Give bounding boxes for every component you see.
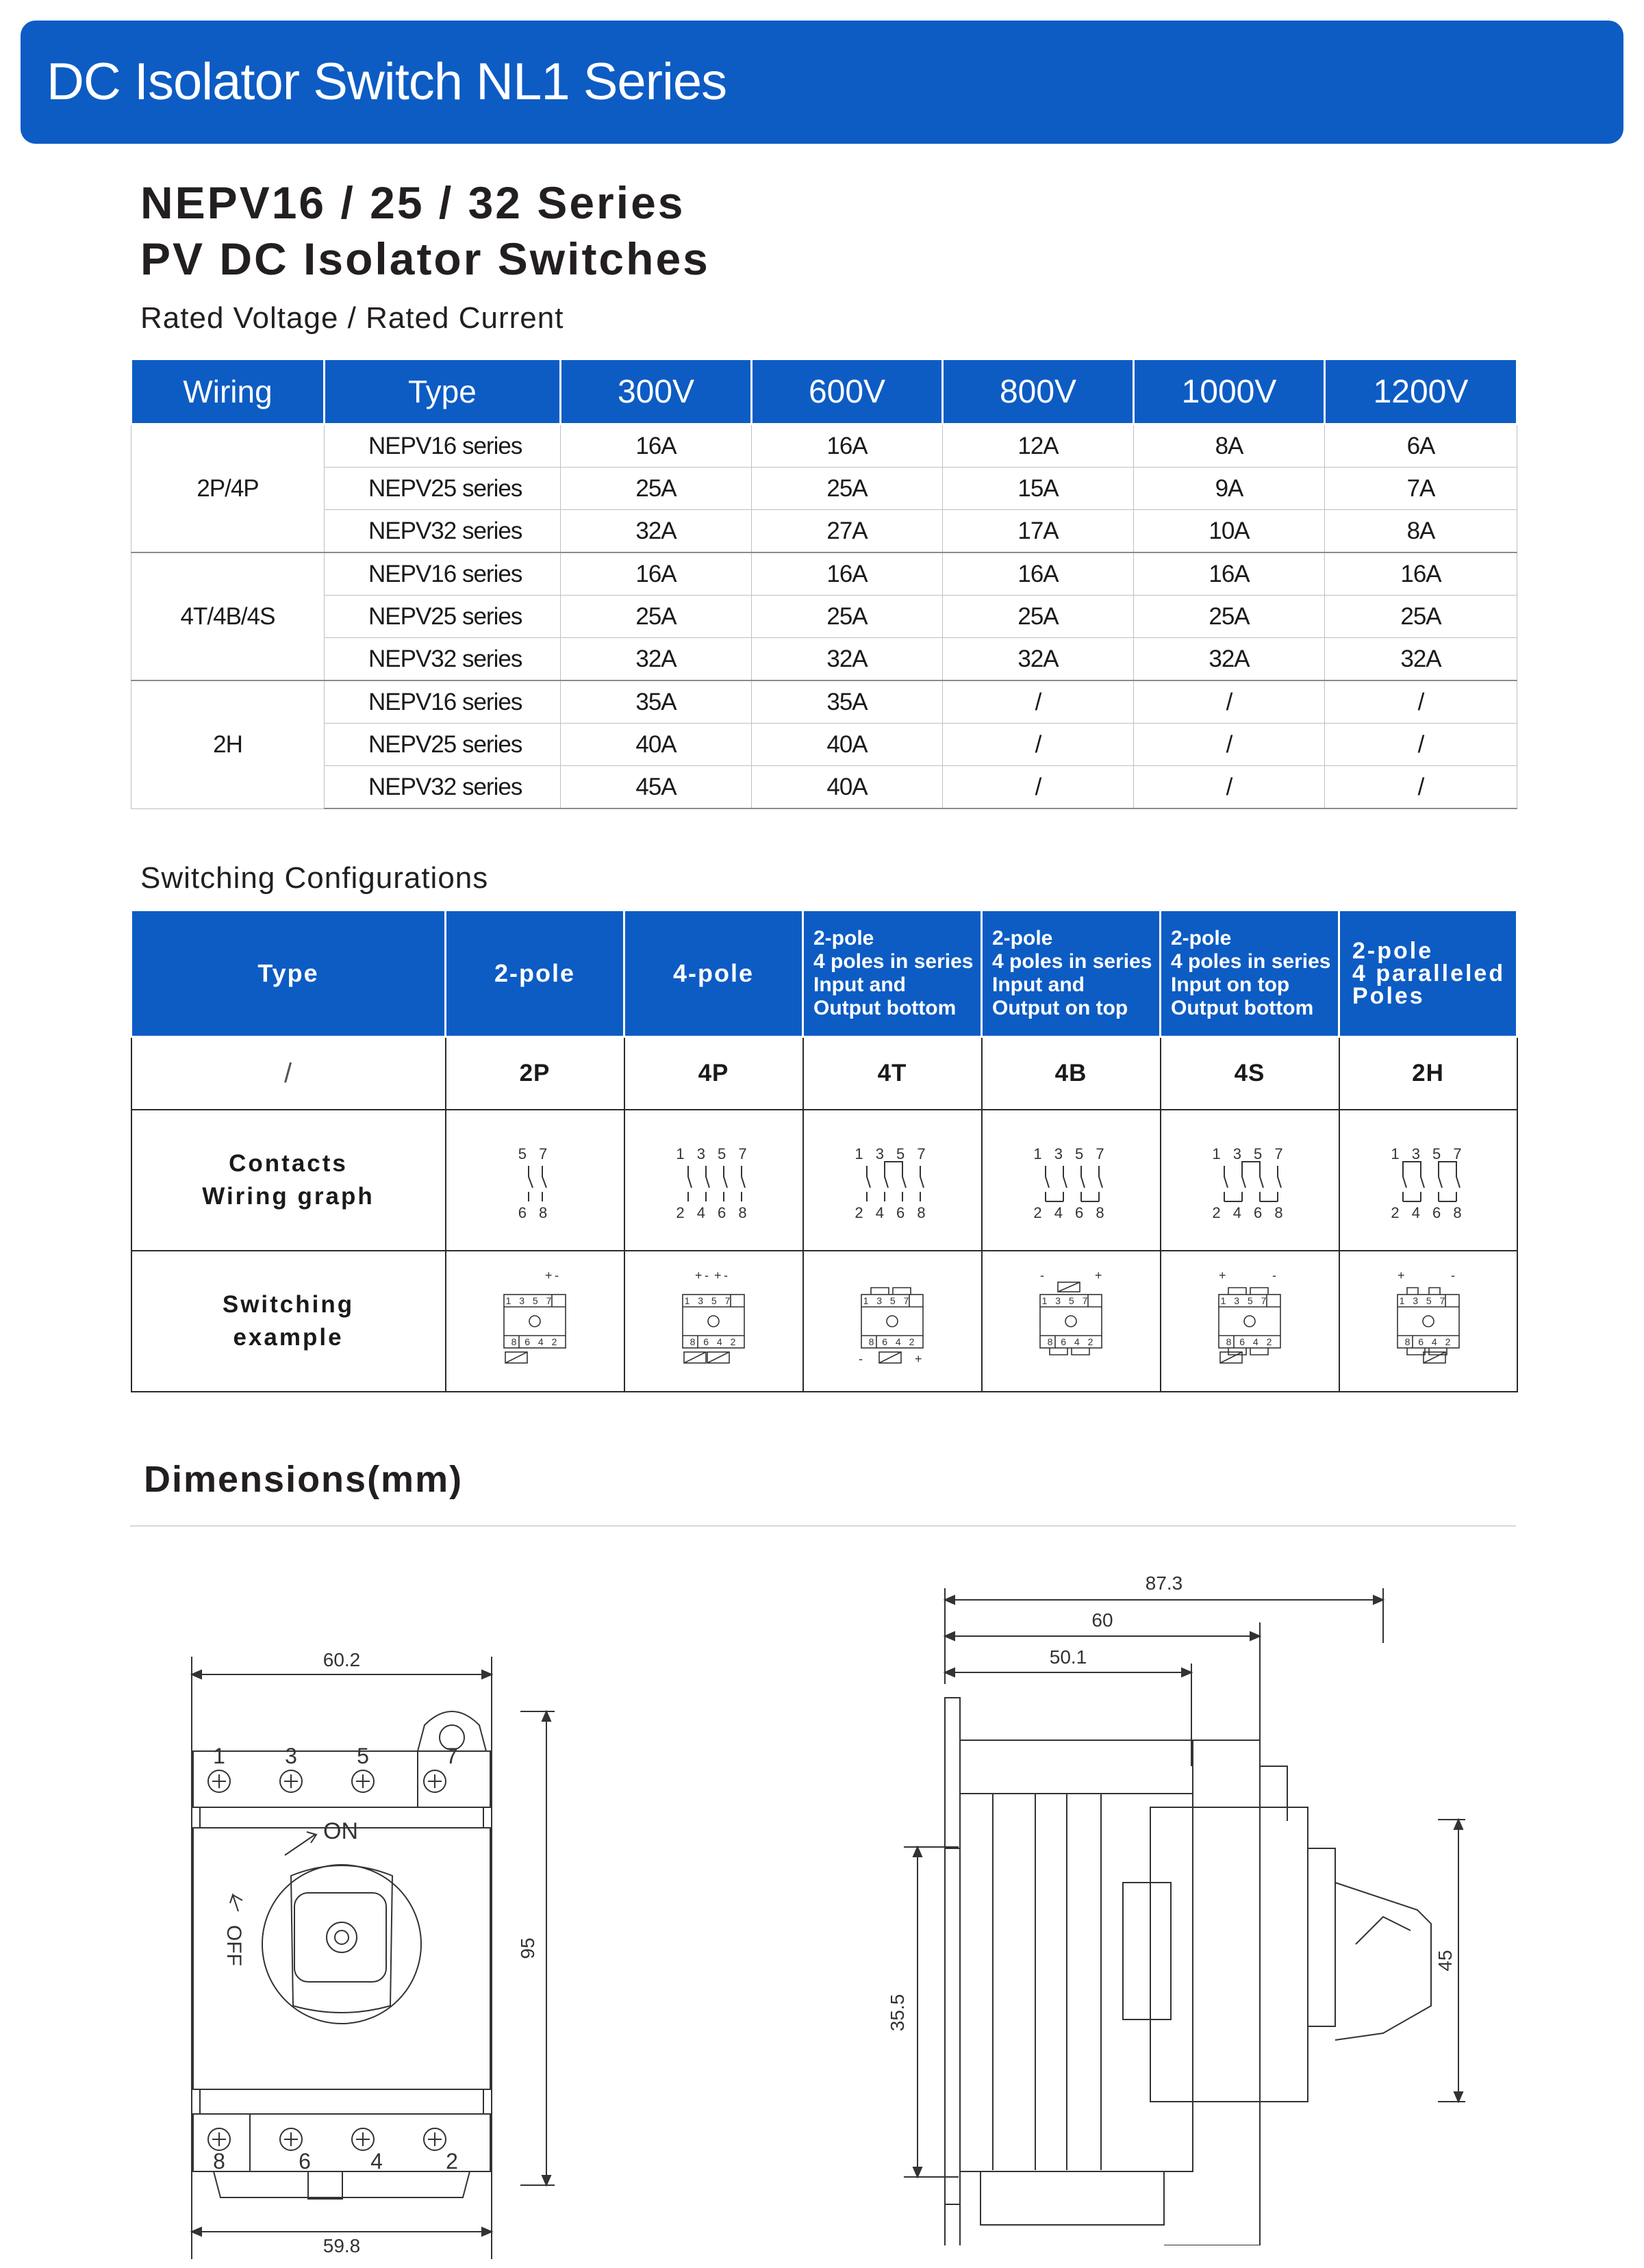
type-cell: NEPV25 series (325, 724, 561, 766)
minus-sign: - (724, 1268, 728, 1282)
front-view-drawing (164, 1629, 589, 2259)
switching-table (130, 909, 1518, 1392)
current-cell: 16A (752, 552, 943, 596)
minus-sign: - (1272, 1268, 1276, 1282)
type-cell: NEPV16 series (325, 680, 561, 724)
side-right-height: 45 (1434, 1950, 1456, 1972)
current-cell: 25A (561, 596, 752, 638)
config-header-line: 4 paralleled (1352, 960, 1506, 986)
col-header: 1000V (1134, 359, 1325, 424)
config-header-line: Output on top (992, 997, 1128, 1019)
contacts-label (131, 1110, 446, 1251)
col-header: Type (325, 359, 561, 424)
current-cell: / (1325, 680, 1517, 724)
config-header-line: Output bottom (1171, 997, 1314, 1019)
config-header-line: Input on top (1171, 973, 1290, 996)
product-title-line2: PV DC Isolator Switches (140, 233, 710, 284)
config-header-line: Input and (813, 973, 906, 996)
on-label: ON (323, 1818, 358, 1844)
current-cell: 35A (752, 680, 943, 724)
switching-header-row (131, 910, 1517, 1037)
wiring-top-nums: 1 3 5 7 (1212, 1145, 1287, 1162)
current-cell: 16A (943, 552, 1134, 596)
switching-example-cell (1161, 1251, 1339, 1392)
table-row (131, 468, 1517, 510)
wiring-graph-icon (844, 1134, 940, 1223)
type-cell: NEPV16 series (325, 424, 561, 468)
config-code-row (131, 1037, 1517, 1110)
type-cell: NEPV32 series (325, 766, 561, 809)
terminal-label: 1 (213, 1744, 225, 1768)
table-row (131, 766, 1517, 809)
dimensions-title: Dimensions(mm) (144, 1459, 464, 1500)
wiring-bottom-nums: 2 4 6 8 (1212, 1203, 1287, 1221)
config-header (1161, 910, 1339, 1037)
current-cell: 10A (1134, 510, 1325, 553)
config-header-line: 4 poles in series (813, 950, 974, 973)
col-header: Wiring (131, 359, 325, 424)
switching-example-icon (1391, 1269, 1466, 1371)
wiring-graph-cell (446, 1110, 624, 1251)
type-cell: NEPV32 series (325, 638, 561, 681)
current-cell: 25A (1325, 596, 1517, 638)
terminal-label: 2 (446, 2149, 458, 2174)
current-cell: 32A (752, 638, 943, 681)
label-line: Contacts (229, 1150, 348, 1177)
minus-sign: - (555, 1268, 559, 1282)
config-header-line: 2-pole (1352, 937, 1434, 964)
wiring-cell: 2P/4P (131, 424, 325, 553)
minus-sign: - (705, 1268, 709, 1282)
terminal-label: 7 (446, 1744, 458, 1768)
type-cell: NEPV25 series (325, 596, 561, 638)
side-left-height: 35.5 (887, 1993, 908, 2032)
wiring-top-nums: 1 3 5 7 (855, 1145, 930, 1162)
current-cell: 40A (752, 766, 943, 809)
wiring-bottom-nums: 2 4 6 8 (1390, 1203, 1466, 1221)
type-cell: NEPV25 series (325, 468, 561, 510)
current-cell: 8A (1325, 510, 1517, 553)
minus-sign: - (1040, 1268, 1044, 1282)
current-cell: / (1134, 766, 1325, 809)
current-cell: 16A (1325, 552, 1517, 596)
current-cell: 45A (561, 766, 752, 809)
example-bottom-nums: 8 6 4 2 (511, 1336, 560, 1347)
wiring-bottom-nums: 6 8 (518, 1203, 552, 1221)
example-top-nums: 1 3 5 7 (1041, 1295, 1091, 1306)
current-cell: 7A (1325, 468, 1517, 510)
plus-sign: + (1219, 1268, 1226, 1282)
wiring-bottom-nums: 2 4 6 8 (855, 1203, 930, 1221)
wiring-cell: 2H (131, 680, 325, 808)
wiring-row (131, 1110, 1517, 1251)
current-cell: 8A (1134, 424, 1325, 468)
example-top-nums: 1 3 5 7 (1399, 1295, 1447, 1306)
switching-example-cell (1339, 1251, 1517, 1392)
switching-type-header: Type (131, 910, 446, 1037)
config-code: 4B (982, 1037, 1161, 1110)
minus-sign: - (859, 1351, 863, 1366)
switching-example-icon (1212, 1269, 1287, 1371)
current-cell: 40A (752, 724, 943, 766)
current-cell: 40A (561, 724, 752, 766)
table-row (131, 680, 1517, 724)
current-cell: / (1325, 766, 1517, 809)
current-cell: / (1325, 724, 1517, 766)
wiring-top-nums: 5 7 (518, 1145, 552, 1162)
example-bottom-nums: 8 6 4 2 (868, 1336, 918, 1347)
current-cell: / (1134, 724, 1325, 766)
switching-example-icon (1033, 1269, 1109, 1371)
wiring-bottom-nums: 2 4 6 8 (1033, 1203, 1109, 1221)
current-cell: 25A (752, 468, 943, 510)
wiring-cell: 4T/4B/4S (131, 552, 325, 680)
example-bottom-nums: 8 6 4 2 (690, 1336, 739, 1347)
config-header-line: Output bottom (813, 997, 957, 1019)
side-d2: 60 (1091, 1609, 1113, 1631)
wiring-graph-icon (1023, 1134, 1119, 1223)
current-cell: 35A (561, 680, 752, 724)
page-title: DC Isolator Switch NL1 Series (47, 53, 727, 111)
side-view-drawing (863, 1561, 1479, 2245)
current-cell: 25A (1134, 596, 1325, 638)
switching-example-cell (624, 1251, 803, 1392)
type-cell: NEPV32 series (325, 510, 561, 553)
terminal-label: 6 (299, 2149, 311, 2174)
config-header: 4-pole (624, 910, 803, 1037)
plus-sign: + (545, 1268, 553, 1282)
example-bottom-nums: 8 6 4 2 (1404, 1336, 1453, 1347)
config-header-line: 2-pole (1171, 927, 1232, 950)
switching-example-icon (676, 1269, 751, 1371)
plus-sign: + (915, 1351, 922, 1366)
example-top-nums: 1 3 5 7 (684, 1295, 733, 1306)
label-line: Switching (222, 1291, 355, 1318)
switching-example-cell (803, 1251, 982, 1392)
current-cell: 16A (561, 424, 752, 468)
header-banner (21, 21, 1623, 144)
current-cell: 9A (1134, 468, 1325, 510)
current-cell: 16A (752, 424, 943, 468)
current-cell: 16A (1134, 552, 1325, 596)
rating-table (130, 358, 1518, 809)
current-cell: 16A (561, 552, 752, 596)
config-header (1339, 910, 1517, 1037)
minus-sign: - (1450, 1268, 1455, 1282)
current-cell: / (943, 680, 1134, 724)
table-row (131, 724, 1517, 766)
wiring-top-nums: 1 3 5 7 (1390, 1145, 1466, 1162)
current-cell: 27A (752, 510, 943, 553)
terminal-label: 8 (213, 2149, 225, 2174)
config-code: 2H (1339, 1037, 1517, 1110)
example-bottom-nums: 8 6 4 2 (1047, 1336, 1096, 1347)
table-row (131, 552, 1517, 596)
current-cell: / (943, 766, 1134, 809)
config-code: 4S (1161, 1037, 1339, 1110)
wiring-graph-icon (666, 1134, 761, 1223)
example-top-nums: 1 3 5 7 (863, 1295, 912, 1306)
example-top-nums: 1 3 5 7 (1220, 1295, 1269, 1306)
config-header-line: 2-pole (992, 927, 1053, 950)
current-cell: 32A (561, 638, 752, 681)
example-top-nums: 1 3 5 7 (505, 1295, 555, 1306)
col-header: 300V (561, 359, 752, 424)
off-label: OFF (223, 1925, 245, 1966)
current-cell: 17A (943, 510, 1134, 553)
current-cell: 32A (943, 638, 1134, 681)
plus-sign: + (1095, 1268, 1102, 1282)
config-header-line: 4 poles in series (992, 950, 1152, 973)
example-label (131, 1251, 446, 1392)
config-header (803, 910, 982, 1037)
example-bottom-nums: 8 6 4 2 (1226, 1336, 1275, 1347)
side-d3: 50.1 (1049, 1646, 1087, 1668)
current-cell: 32A (1325, 638, 1517, 681)
slash-cell: / (131, 1037, 446, 1110)
wiring-graph-icon (1202, 1134, 1298, 1223)
plus-sign: + (1397, 1268, 1405, 1282)
current-cell: 32A (561, 510, 752, 553)
current-cell: 6A (1325, 424, 1517, 468)
plus-sign: + (714, 1268, 722, 1282)
wiring-graph-cell (1161, 1110, 1339, 1251)
current-cell: 15A (943, 468, 1134, 510)
wiring-graph-cell (624, 1110, 803, 1251)
rating-header-row (131, 359, 1517, 424)
col-header: 1200V (1325, 359, 1517, 424)
config-header (982, 910, 1161, 1037)
switching-example-icon (497, 1269, 572, 1371)
current-cell: / (943, 724, 1134, 766)
current-cell: / (1134, 680, 1325, 724)
switching-example-cell (982, 1251, 1161, 1392)
switching-subtitle: Switching Configurations (140, 861, 489, 895)
col-header: 600V (752, 359, 943, 424)
current-cell: 32A (1134, 638, 1325, 681)
config-header-line: Input and (992, 973, 1085, 996)
wiring-graph-cell (982, 1110, 1161, 1251)
front-bottom-width: 59.8 (323, 2235, 361, 2256)
wiring-bottom-nums: 2 4 6 8 (676, 1203, 751, 1221)
product-heading (140, 175, 710, 287)
config-header-line: Poles (1352, 982, 1425, 1009)
front-height: 95 (517, 1937, 538, 1959)
front-top-width: 60.2 (323, 1649, 361, 1670)
type-cell: NEPV16 series (325, 552, 561, 596)
table-row (131, 424, 1517, 468)
table-row (131, 596, 1517, 638)
rating-subtitle: Rated Voltage / Rated Current (140, 301, 564, 335)
wiring-graph-icon (494, 1134, 576, 1223)
config-header-line: 2-pole (813, 927, 874, 950)
product-title-line1: NEPV16 / 25 / 32 Series (140, 177, 685, 228)
label-line: Wiring graph (202, 1183, 375, 1210)
wiring-graph-icon (1380, 1134, 1476, 1223)
terminal-label: 4 (370, 2149, 383, 2174)
terminal-label: 3 (285, 1744, 297, 1768)
wiring-top-nums: 1 3 5 7 (676, 1145, 751, 1162)
switching-example-cell (446, 1251, 624, 1392)
table-row (131, 638, 1517, 681)
col-header: 800V (943, 359, 1134, 424)
config-code: 2P (446, 1037, 624, 1110)
switching-example-icon (855, 1269, 930, 1371)
table-row (131, 510, 1517, 553)
config-code: 4P (624, 1037, 803, 1110)
config-header-line: 4 poles in series (1171, 950, 1331, 973)
wiring-graph-cell (1339, 1110, 1517, 1251)
config-code: 4T (803, 1037, 982, 1110)
side-d1: 87.3 (1145, 1572, 1183, 1594)
wiring-top-nums: 1 3 5 7 (1033, 1145, 1109, 1162)
wiring-graph-cell (803, 1110, 982, 1251)
example-row (131, 1251, 1517, 1392)
label-line: example (233, 1324, 344, 1351)
current-cell: 12A (943, 424, 1134, 468)
current-cell: 25A (561, 468, 752, 510)
current-cell: 25A (752, 596, 943, 638)
plus-sign: + (695, 1268, 703, 1282)
terminal-label: 5 (357, 1744, 369, 1768)
config-header: 2-pole (446, 910, 624, 1037)
divider (130, 1525, 1516, 1527)
current-cell: 25A (943, 596, 1134, 638)
